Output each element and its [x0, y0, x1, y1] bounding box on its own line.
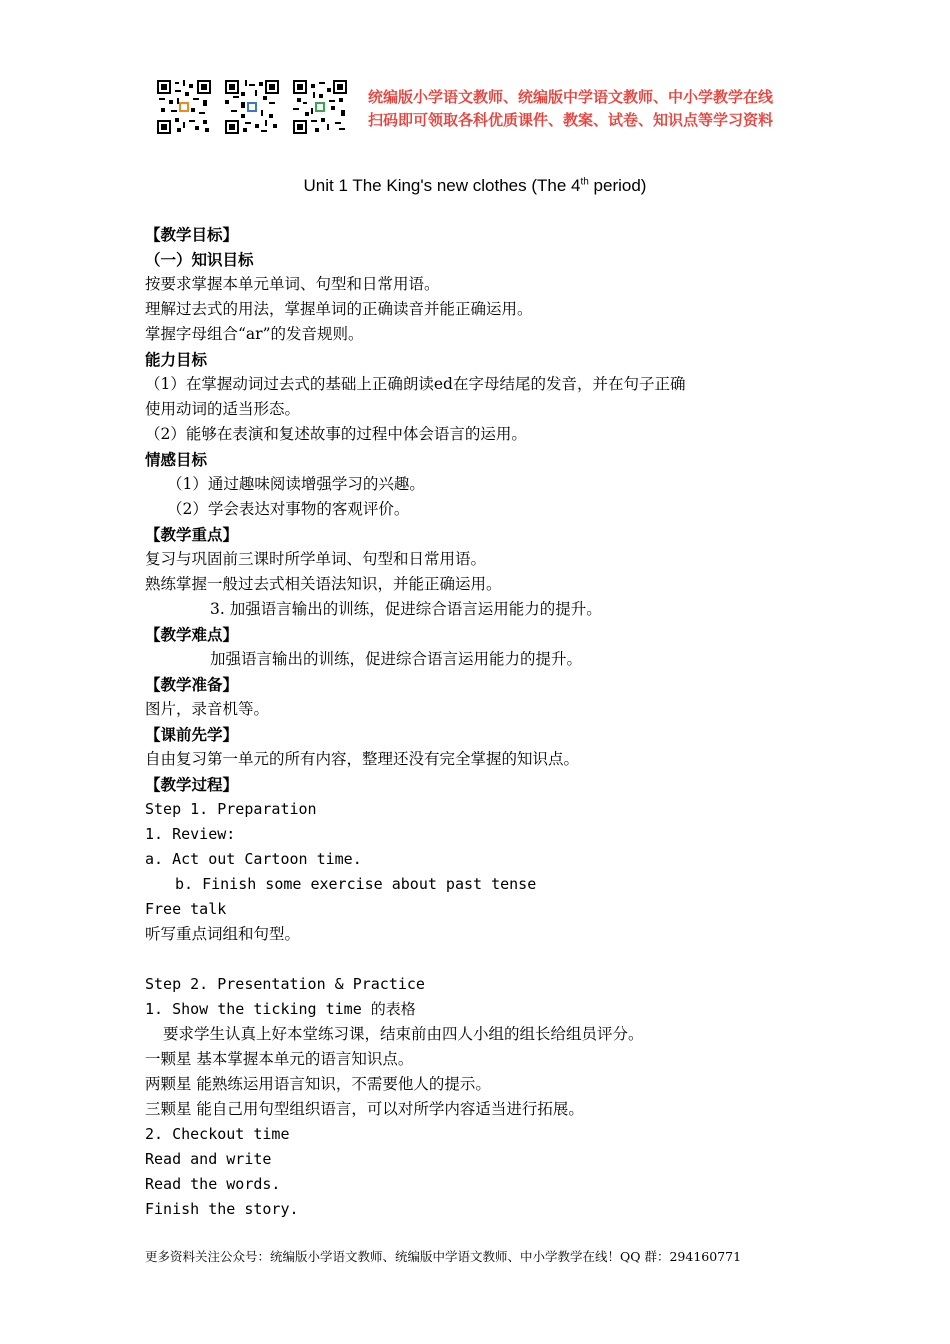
section-heading-pre-study: 【课前先学】 [145, 725, 239, 744]
rating-two-stars: 两颗星 能熟练运用语言知识，不需要他人的提示。 [145, 1075, 491, 1093]
text-line: 加强语言输出的训练，促进综合语言运用能力的提升。 [210, 650, 583, 668]
section-heading-difficulties: 【教学难点】 [145, 625, 239, 644]
text-line: 掌握字母组合“ar”的发音规则。 [145, 325, 364, 343]
text-line: （1）通过趣味阅读增强学习的兴趣。 [167, 475, 425, 493]
text-line: 复习与巩固前三课时所学单词、句型和日常用语。 [145, 550, 487, 568]
title-superscript: th [580, 176, 589, 188]
title-main: Unit 1 The King's new clothes (The 4 [303, 176, 581, 195]
qr-code-2 [225, 80, 279, 134]
text-line: Read the words. [145, 1175, 281, 1193]
subheading-ability: 能力目标 [145, 350, 208, 369]
rating-one-star: 一颗星 基本掌握本单元的语言知识点。 [145, 1050, 414, 1068]
qr-code-3 [293, 80, 347, 134]
promo-line-2: 扫码即可领取各科优质课件、教案、试卷、知识点等学习资料 [368, 111, 774, 129]
text-line: 按要求掌握本单元单词、句型和日常用语。 [145, 275, 440, 293]
text-line: 1. Review: [145, 825, 236, 843]
text-line: Read and write [145, 1150, 272, 1168]
text-line: （2）学会表达对事物的客观评价。 [167, 500, 410, 518]
text-line: 听写重点词组和句型。 [145, 925, 301, 943]
text-line: （1）在掌握动词过去式的基础上正确朗读ed在字母结尾的发音，并在句子正确 [145, 375, 686, 393]
section-heading-process: 【教学过程】 [145, 775, 239, 794]
text-line: 3. 加强语言输出的训练，促进综合语言运用能力的提升。 [210, 600, 602, 618]
section-heading-objectives: 【教学目标】 [145, 225, 239, 244]
page-title [0, 176, 950, 196]
page-footer: 更多资料关注公众号：统编版小学语文教师、统编版中学语文教师、中小学教学在线！QQ 群：294160771 [145, 1249, 742, 1264]
step-1-heading: Step 1. Preparation [145, 800, 317, 818]
text-line: 自由复习第一单元的所有内容，整理还没有完全掌握的知识点。 [145, 750, 580, 768]
subheading-emotion: 情感目标 [145, 450, 208, 469]
section-heading-key-points: 【教学重点】 [145, 525, 239, 544]
promo-banner [368, 86, 773, 132]
text-line: 图片，录音机等。 [145, 700, 270, 718]
text-line: 使用动词的适当形态。 [145, 400, 301, 418]
title-tail: period) [588, 176, 647, 195]
text-line: 1. Show the ticking time 的表格 [145, 1000, 416, 1018]
rating-three-stars: 三颗星 能自己用句型组织语言，可以对所学内容适当进行拓展。 [145, 1100, 584, 1118]
text-line: Finish the story. [145, 1200, 299, 1218]
text-line: 要求学生认真上好本堂练习课，结束前由四人小组的组长给组员评分。 [163, 1025, 644, 1043]
lesson-plan-body [145, 222, 825, 1222]
text-line: 理解过去式的用法，掌握单词的正确读音并能正确运用。 [145, 300, 533, 318]
text-line: 2. Checkout time [145, 1125, 290, 1143]
subheading-knowledge: （一）知识目标 [145, 250, 254, 269]
text-line: 熟练掌握一般过去式相关语法知识，并能正确运用。 [145, 575, 502, 593]
promo-line-1: 统编版小学语文教师、统编版中学语文教师、中小学教学在线 [368, 88, 774, 106]
step-2-heading: Step 2. Presentation & Practice [145, 975, 425, 993]
text-line: （2）能够在表演和复述故事的过程中体会语言的运用。 [145, 425, 527, 443]
text-line: Free talk [145, 900, 227, 918]
blank-line [145, 947, 825, 972]
text-line: a. Act out Cartoon time. [145, 850, 362, 868]
section-heading-preparation: 【教学准备】 [145, 675, 239, 694]
text-line: b. Finish some exercise about past tense [175, 875, 537, 893]
qr-code-1 [157, 80, 211, 134]
